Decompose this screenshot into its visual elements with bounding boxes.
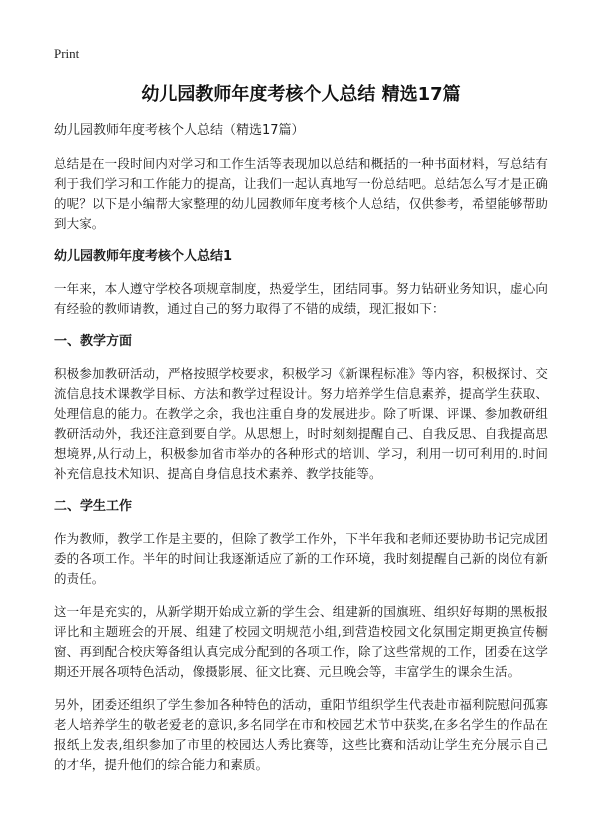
document-subtitle: 幼儿园教师年度考核个人总结（精选17篇） <box>54 123 305 138</box>
document-body <box>54 121 548 788</box>
teaching-paragraph: 积极参加教研活动，严格按照学校要求，积极学习《新课程标准》等内容，积极探讨、交流信息技术课教学目标、方法和教学过程设计。努力培养学生信息素养，提高学生获取、处理信息的能力。在教学之余，我也注重自身的发展进步。除了听课、评课、参加教研组教研活动外，我还注意到要自学。从思想上，时时刻刻提醒自己、自我反思、自我提高思想境界,从行动上，积极参加省市举办的各种形式的培训、学习，利用一切可利用的.时间补充信息技术知识、提高自身信息技术素养、教学技能等。 <box>54 366 548 481</box>
print-link[interactable]: Print <box>54 46 80 61</box>
section-heading-teaching: 一、教学方面 <box>54 334 133 349</box>
students-paragraph-1: 作为教师，教学工作是主要的，但除了教学工作外，下半年我和老师还要协助书记完成团委的各项工作。半年的时间让我逐渐适应了新的工作环境，我时刻提醒自己新的岗位有新的责任。 <box>54 531 548 586</box>
intro-paragraph: 总结是在一段时间内对学习和工作生活等表现加以总结和概括的一种书面材料，写总结有利于我们学习和工作能力的提高，让我们一起认真地写一份总结吧。总结怎么写才是正确的呢？以下是小编帮大家整理的幼儿园教师年度考核个人总结，仅供参考，希望能够帮助到大家。 <box>54 156 548 231</box>
page-title: 幼儿园教师年度考核个人总结 精选17篇 <box>141 84 461 105</box>
summary-heading: 幼儿园教师年度考核个人总结1 <box>54 249 233 264</box>
summary-opening-paragraph: 一年来，本人遵守学校各项规章制度，热爱学生，团结同事。努力钻研业务知识，虚心向有经验的教师请教，通过自己的努力取得了不错的成绩，现汇报如下： <box>54 281 548 316</box>
section-heading-students: 二、学生工作 <box>54 499 133 514</box>
students-paragraph-3: 另外，团委还组织了学生参加各种特色的活动，重阳节组织学生代表赴市福利院慰问孤寡老人培养学生的敬老爱老的意识,多名同学在市和校园艺术节中获奖,在多名学生的作品在报纸上发表,组织参加了市里的校园达人秀比赛等，这些比赛和活动让学生充分展示自己的才华，提升他们的综合能力和素质。 <box>54 697 548 772</box>
students-paragraph-2: 这一年是充实的，从新学期开始成立新的学生会、组建新的国旗班、组织好每期的黑板报评比和主题班会的开展、组建了校园文明规范小组,到营造校园文化氛围定期更换宣传橱窗、再到配合校庆筹备组认真完成分配到的各项工作，除了这些常规的工作，团委在这学期还开展各项特色活动，像摄影展、征文比赛、元旦晚会等，丰富学生的课余生活。 <box>54 604 548 679</box>
